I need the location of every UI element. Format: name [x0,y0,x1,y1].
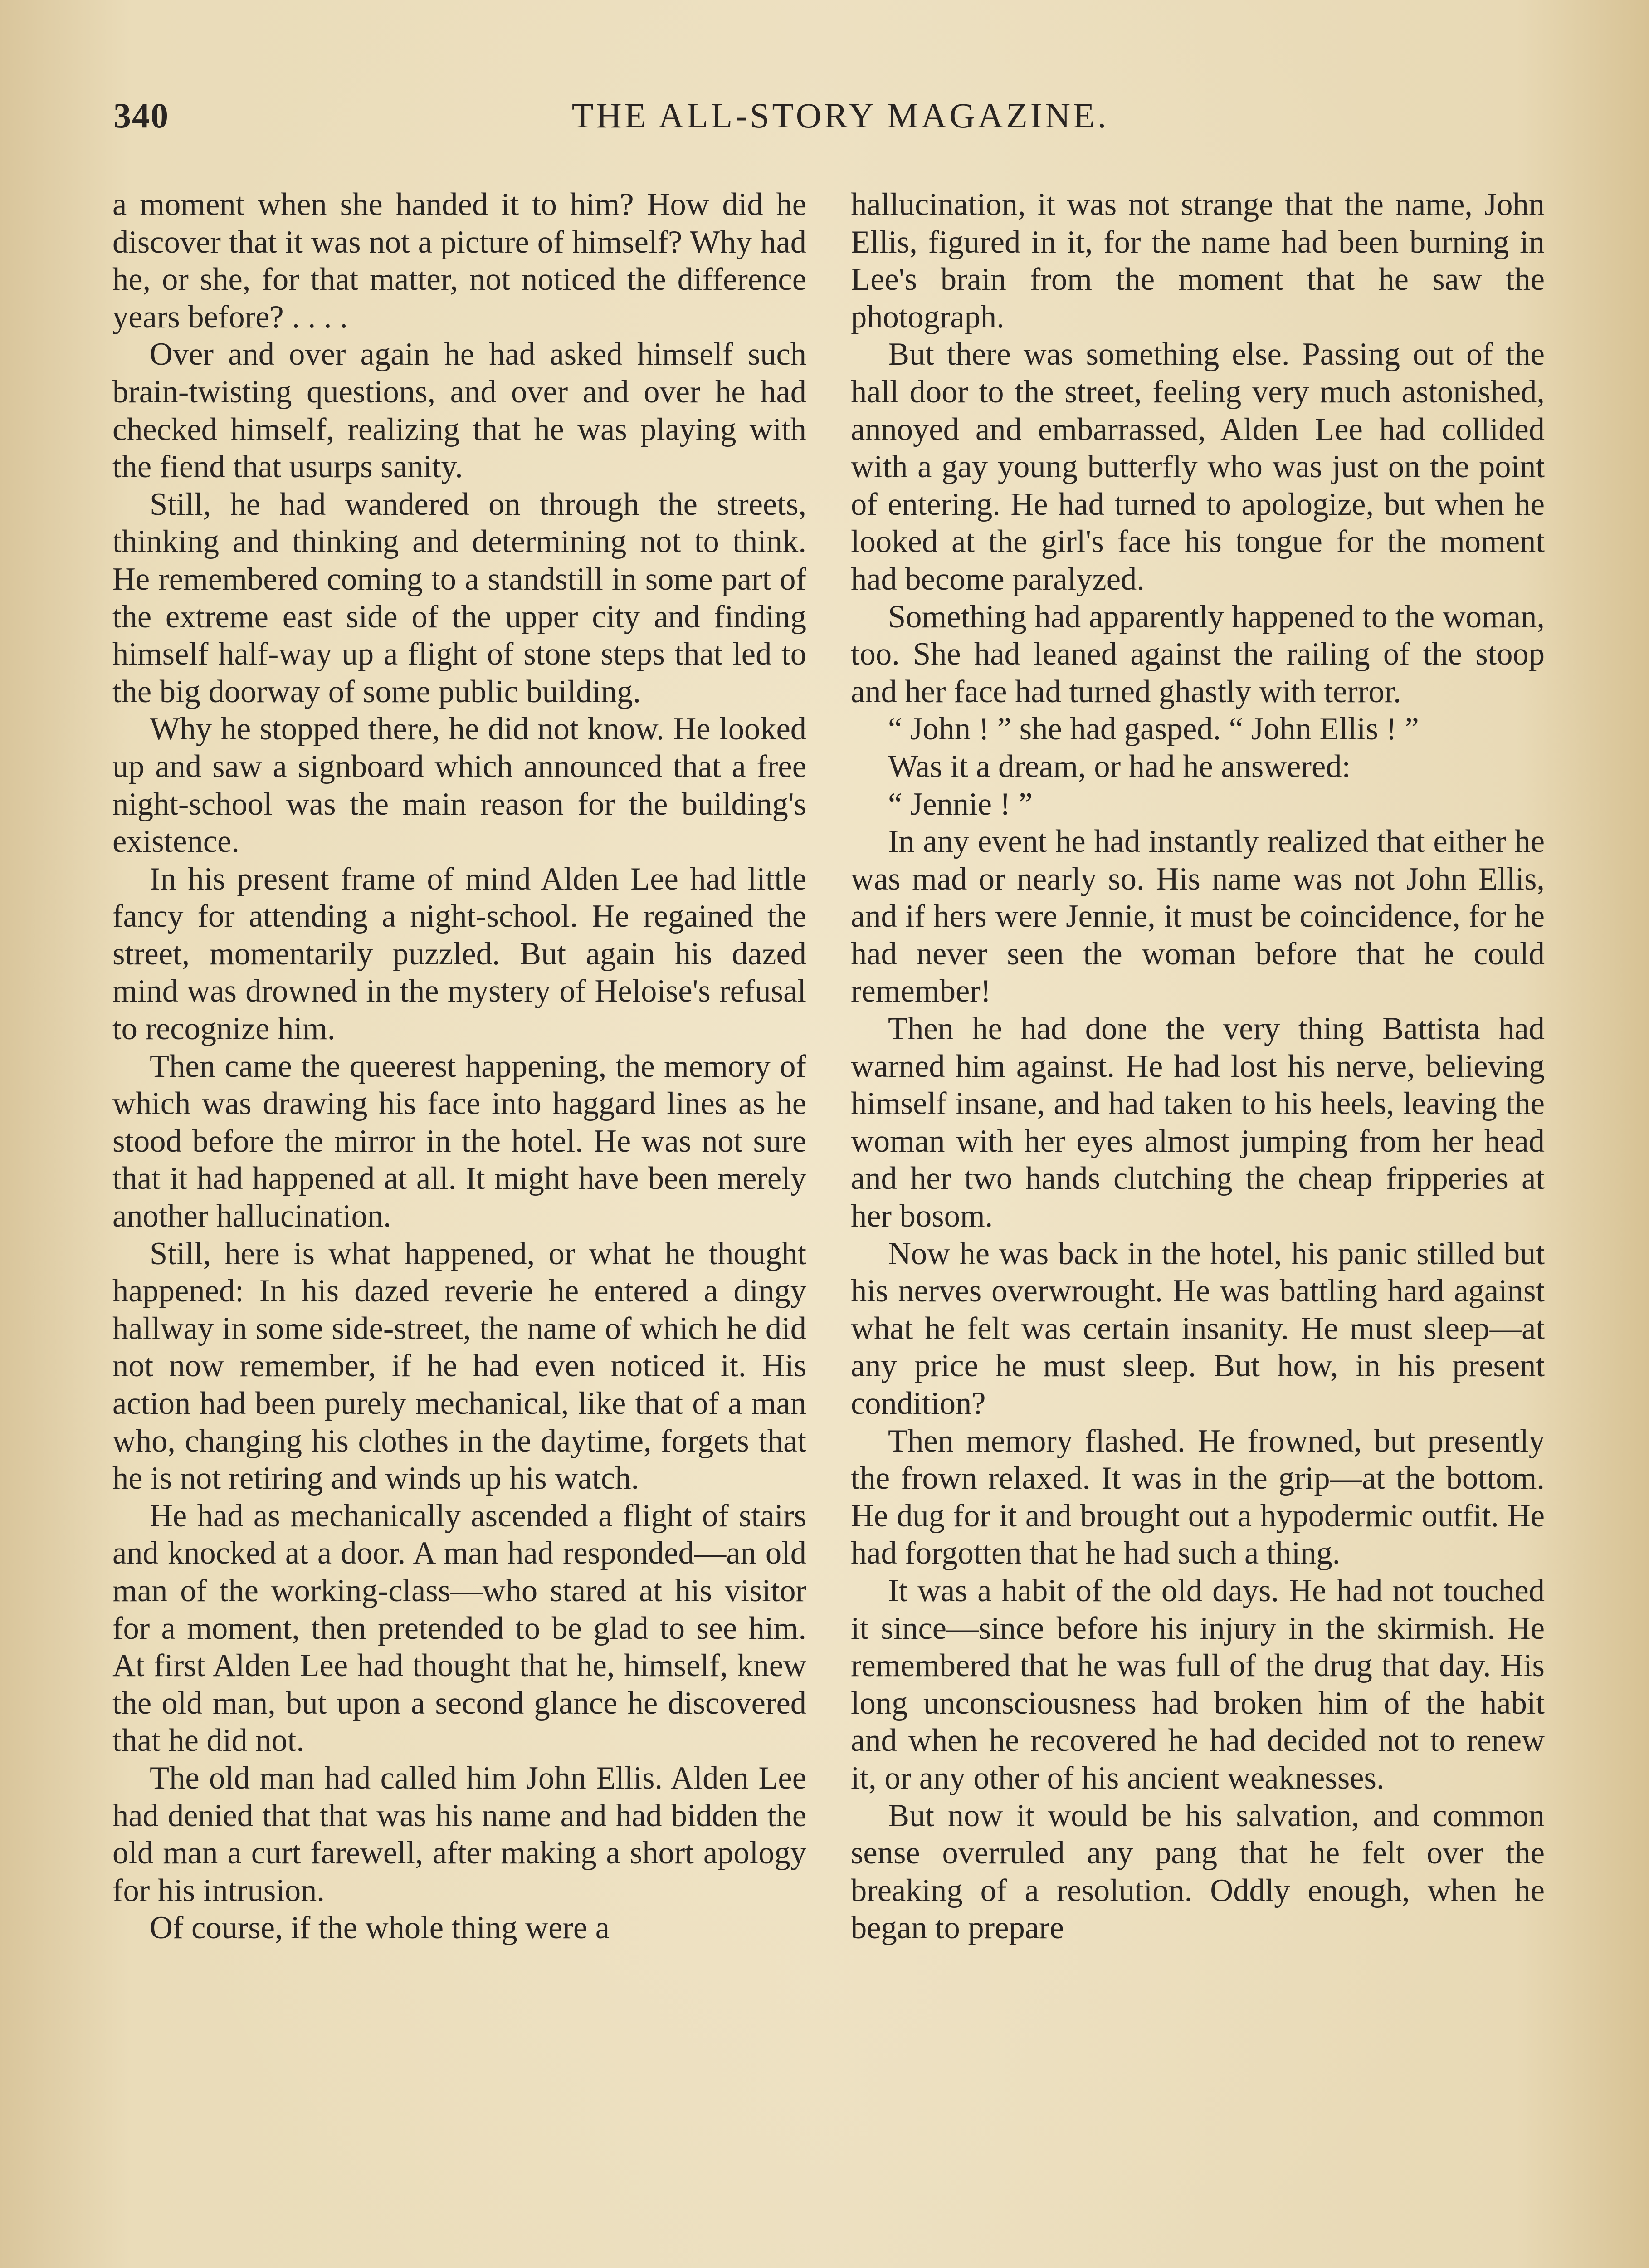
paragraph: Something had apparently happened to the woman, too. She had leaned against the railing of the stoop and her face had turned ghastly with terror. [851,599,1545,709]
page-header [113,95,1567,159]
paragraph: In any event he had instantly realized that either he was mad or nearly so. His name was not John Ellis, and if hers were Jennie, it must be coincidence, for he had never seen the woman before that he could remember! [851,824,1545,1009]
right-column [851,186,1545,1947]
paragraph: “ Jennie ! ” [888,786,1033,822]
paragraph: Still, he had wandered on through the streets, thinking and thinking and determining not to think. He remembered coming to a standstill in some part of the extreme east side of the upper city and finding himself half-way up a flight of stone steps that led to the big doorway of some public building. [112,486,806,709]
paragraph: Now he was back in the hotel, his panic stilled but his nerves overwrought. He was battling hard against what he felt was certain insanity. He must sleep—at any price he must sleep. But how, in his present condition? [851,1236,1545,1421]
paragraph: Of course, if the whole thing were a [150,1910,610,1946]
paragraph: Then he had done the very thing Battista had warned him against. He had lost his nerve, believing himself insane, and had taken to his heels, leaving the woman with her eyes almost jumping from her head and her two hands clutching the cheap fripperies at her bosom. [851,1011,1545,1234]
paragraph: Then memory flashed. He frowned, but presently the frown relaxed. It was in the grip—at the bottom. He dug for it and brought out a hypodermic outfit. He had forgotten that he had such a thing. [851,1423,1545,1571]
paragraph: The old man had called him John Ellis. Alden Lee had denied that that was his name and had bidden the old man a curt farewell, after making a short apology for his intrusion. [112,1760,806,1908]
paragraph: “ John ! ” she had gasped. “ John Ellis ! ” [888,711,1419,747]
paragraph: Was it a dream, or had he answered: [888,748,1351,784]
paragraph: In his present frame of mind Alden Lee had little fancy for attending a night-school. He regained the street, momentarily puzzled. But again his dazed mind was drowned in the mystery of Heloise's refusal to recognize him. [112,861,806,1047]
page-number: 340 [113,96,169,135]
paragraph: Over and over again he had asked himself such brain-twisting questions, and over and over he had checked himself, realizing that he was playing with the fiend that usurps sanity. [112,337,806,485]
paragraph: But there was something else. Passing out of the hall door to the street, feeling very much astonished, annoyed and embarrassed, Alden Lee had collided with a gay young butterfly who was just on the point of entering. He had turned to apologize, but when he looked at the girl's face his tongue for the moment had become paralyzed. [851,337,1545,597]
paragraph: He had as mechanically ascended a flight of stairs and knocked at a door. A man had responded—an old man of the working-class—who stared at his visitor for a moment, then pretended to be glad to see him. At first Alden Lee had thought that he, himself, knew the old man, but upon a second glance he discovered that he did not. [112,1498,806,1759]
paragraph: But now it would be his salvation, and common sense overruled any pang that he felt over the breaking of a resolution. Oddly enough, when he began to prepare [851,1798,1545,1946]
paragraph: Still, here is what happened, or what he thought happened: In his dazed reverie he entered a dingy hallway in some side-street, the name of which he did not now remember, if he had even noticed it. His action had been purely mechanical, like that of a man who, changing his clothes in the daytime, forgets that he is not retiring and winds up his watch. [112,1236,806,1496]
left-column [112,186,806,1947]
paragraph: a moment when she handed it to him? How did he discover that it was not a picture of himself? Why had he, or she, for that matter, not noticed the difference years before? . . . . [112,187,806,335]
paragraph: hallucination, it was not strange that the name, John Ellis, figured in it, for the name had been burning in Lee's brain from the moment that he saw the photograph. [851,187,1545,335]
running-title: THE ALL-STORY MAGAZINE. [571,96,1109,135]
paragraph: It was a habit of the old days. He had not touched it since—since before his injury in the skirmish. He remembered that he was full of the drug that day. His long unconsciousness had broken him of the habit and when he recovered he had decided not to renew it, or any other of his ancient weaknesses. [851,1573,1545,1796]
paragraph: Why he stopped there, he did not know. He looked up and saw a signboard which announced that a free night-school was the main reason for the building's existence. [112,711,806,860]
paragraph: Then came the queerest happening, the memory of which was drawing his face into haggard lines as he stood before the mirror in the hotel. He was not sure that it had happened at all. It might have been merely another hallucination. [112,1048,806,1234]
